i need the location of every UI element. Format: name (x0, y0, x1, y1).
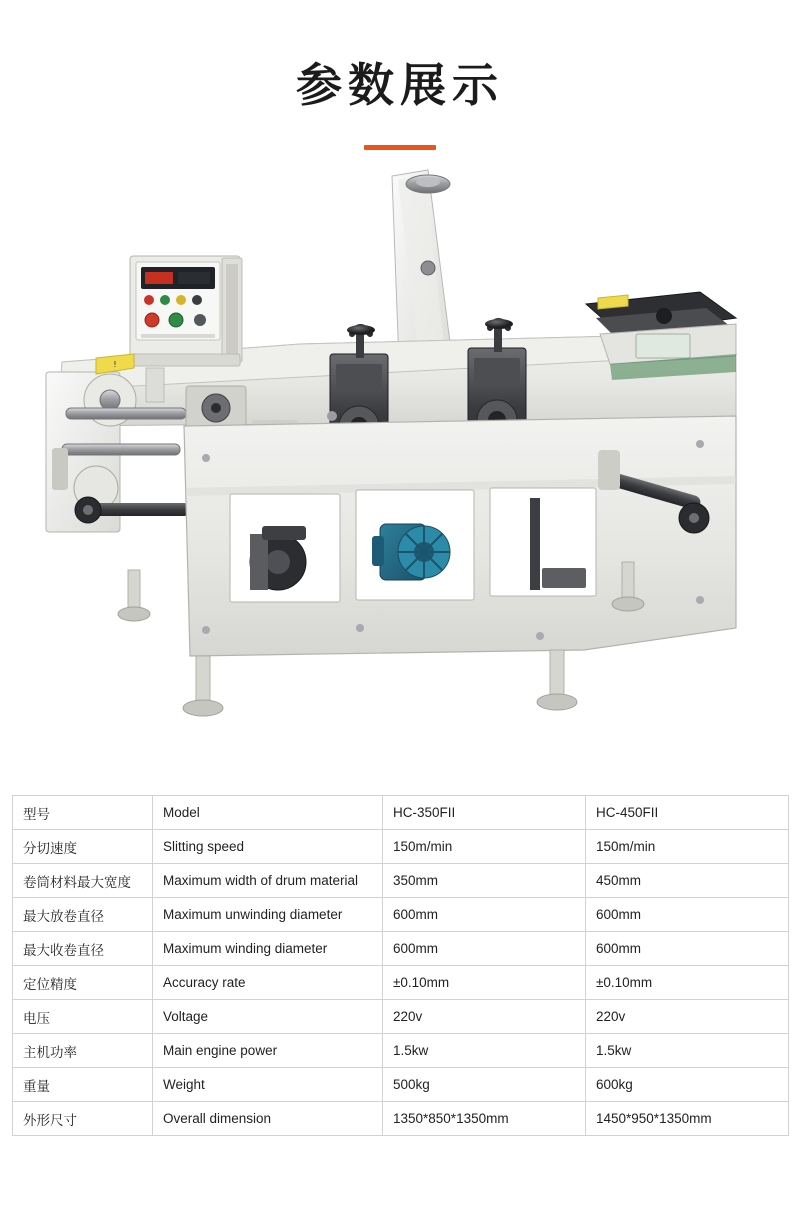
slitting-machine-illustration (0, 158, 800, 748)
cell-model-350: HC-350FII (383, 796, 586, 830)
specification-table-wrap (12, 795, 788, 1136)
cell-model-350: 600mm (383, 932, 586, 966)
table-row (13, 1034, 789, 1068)
cell-en: Maximum winding diameter (153, 932, 383, 966)
cell-model-450: 150m/min (586, 830, 789, 864)
cell-model-450: HC-450FII (586, 796, 789, 830)
cell-model-350: 500kg (383, 1068, 586, 1102)
table-row (13, 796, 789, 830)
cell-model-450: 220v (586, 1000, 789, 1034)
cell-cn: 卷筒材料最大宽度 (13, 864, 153, 898)
cell-model-450: 600mm (586, 898, 789, 932)
cell-en: Voltage (153, 1000, 383, 1034)
cell-model-350: 350mm (383, 864, 586, 898)
table-row (13, 898, 789, 932)
cell-cn: 外形尺寸 (13, 1102, 153, 1136)
cell-cn: 最大放卷直径 (13, 898, 153, 932)
page-title: 参数展示 (296, 58, 504, 112)
cell-cn: 型号 (13, 796, 153, 830)
cell-cn: 电压 (13, 1000, 153, 1034)
product-photo-area (0, 158, 800, 748)
cell-model-450: 600kg (586, 1068, 789, 1102)
title-underline-rule (364, 145, 436, 150)
machine-body-front (184, 416, 736, 656)
cell-en: Accuracy rate (153, 966, 383, 1000)
table-row (13, 1000, 789, 1034)
page-header (0, 0, 800, 150)
cell-model-350: 220v (383, 1000, 586, 1034)
cell-cn: 定位精度 (13, 966, 153, 1000)
cell-model-450: 1450*950*1350mm (586, 1102, 789, 1136)
cell-model-350: 1.5kw (383, 1034, 586, 1068)
svg-text:!: ! (113, 360, 117, 370)
cell-en: Slitting speed (153, 830, 383, 864)
cell-model-450: 1.5kw (586, 1034, 789, 1068)
cell-model-350: 150m/min (383, 830, 586, 864)
specification-table-body (13, 796, 789, 1136)
cell-cn: 重量 (13, 1068, 153, 1102)
table-row (13, 830, 789, 864)
cell-en: Main engine power (153, 1034, 383, 1068)
cell-model-350: ±0.10mm (383, 966, 586, 1000)
cell-en: Overall dimension (153, 1102, 383, 1136)
cell-en: Model (153, 796, 383, 830)
table-row (13, 966, 789, 1000)
cell-cn: 分切速度 (13, 830, 153, 864)
cell-en: Maximum unwinding diameter (153, 898, 383, 932)
cell-en: Weight (153, 1068, 383, 1102)
table-row (13, 1068, 789, 1102)
cell-en: Maximum width of drum material (153, 864, 383, 898)
table-row (13, 864, 789, 898)
cell-model-350: 600mm (383, 898, 586, 932)
cell-model-350: 1350*850*1350mm (383, 1102, 586, 1136)
cell-cn: 最大收卷直径 (13, 932, 153, 966)
table-row (13, 932, 789, 966)
cell-model-450: 450mm (586, 864, 789, 898)
cell-model-450: 600mm (586, 932, 789, 966)
cell-model-450: ±0.10mm (586, 966, 789, 1000)
cell-cn: 主机功率 (13, 1034, 153, 1068)
specification-table (12, 795, 789, 1136)
table-row (13, 1102, 789, 1136)
